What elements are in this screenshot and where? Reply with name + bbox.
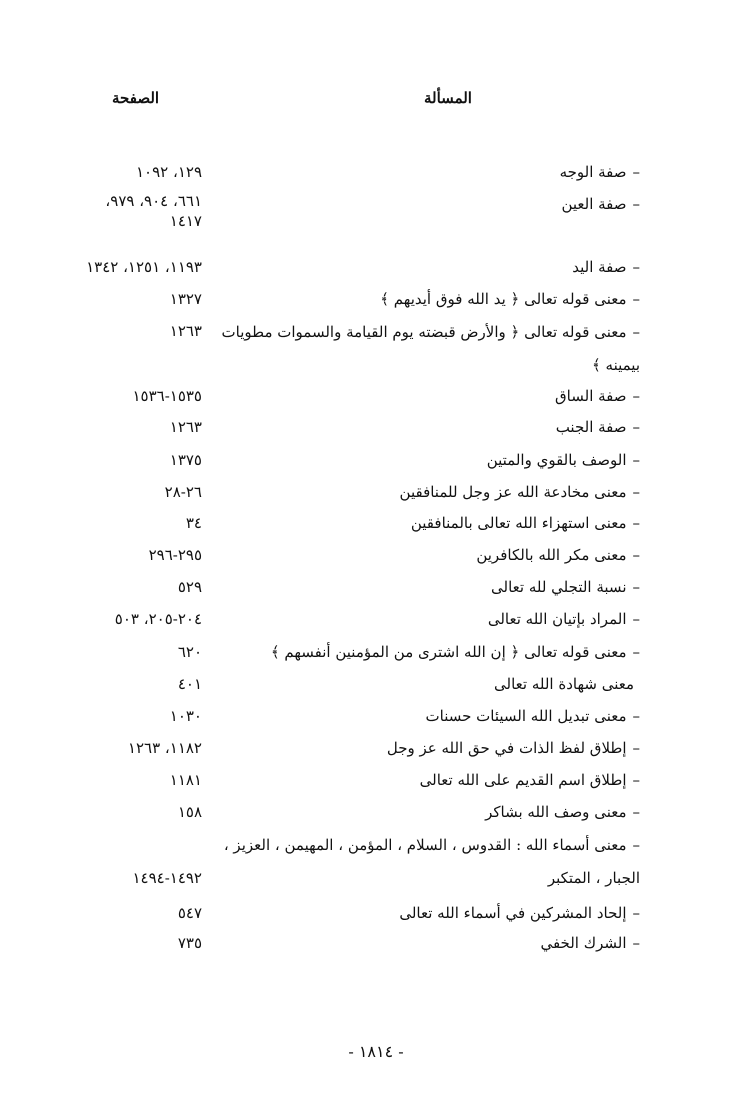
entry-topic: معنى شهادة الله تعالى [494,675,634,693]
entry-pages: ٢٩٥-٢٩٦ [148,546,202,564]
index-entry: –معنى استهزاء الله تعالى بالمنافقين ٣٤ [0,508,752,538]
index-entry: –صفة اليد ١١٩٣، ١٢٥١، ١٣٤٢ [0,252,752,282]
page-number: - ١٨١٤ - [348,1042,404,1061]
index-entry [0,669,752,699]
entry-pages: ١٢٩، ١٠٩٢ [135,163,202,181]
index-entry: –إلحاد المشركين في أسماء الله تعالى ٥٤٧ [0,898,752,928]
entry-topic: المراد بإتيان الله تعالى [487,610,627,628]
entry-topic: معنى قوله تعالى ﴿ والأرض قبضته يوم القيامة والسموات مطويات بيمينه ﴾ [221,323,640,374]
entry-topic: إطلاق لفظ الذات في حق الله عز وجل [386,739,627,757]
entry-topic: الوصف بالقوي والمتين [486,451,627,469]
index-entry: –معنى مكر الله بالكافرين ٢٩٥-٢٩٦ [0,540,752,570]
entry-topic: صفة العين [561,195,627,213]
entry-topic: صفة اليد [572,258,627,276]
entry-topic: معنى تبديل الله السيئات حسنات [425,707,627,725]
entry-pages: ١١٩٣، ١٢٥١، ١٣٤٢ [86,258,202,276]
index-entry: –صفة الوجه ١٢٩، ١٠٩٢ [0,157,752,187]
entry-pages: ١٢٦٣ [169,418,202,436]
entry-topic: إطلاق اسم القديم على الله تعالى [419,771,627,789]
index-entry: –معنى أسماء الله : القدوس ، السلام ، المؤمن ، المهيمن ، العزيز ، الجبار ، المتكبر ١٤٩٢-١٤٩٤ [0,829,752,893]
entry-pages: ١٥٨ [177,803,202,821]
index-entry: –نسبة التجلي لله تعالى ٥٢٩ [0,572,752,602]
entry-pages: ٦٦١، ٩٠٤، ٩٧٩، ١٤١٧ [105,192,202,230]
entry-pages: ١٠٣٠ [169,707,202,725]
entry-pages: ١٣٢٧ [169,290,202,308]
entry-pages: ٢٠٤-٢٠٥، ٥٠٣ [114,610,202,628]
entry-topic: نسبة التجلي لله تعالى [491,578,627,596]
entry-pages: ١٥٣٥-١٥٣٦ [132,387,202,405]
entry-pages: ٥٤٧ [177,904,202,922]
index-entry: –معنى وصف الله بشاكر ١٥٨ [0,797,752,827]
entry-pages: ٦٢٠ [177,643,202,661]
entry-pages: ١٤٩٢-١٤٩٤ [132,869,202,887]
index-entry: –صفة الساق ١٥٣٥-١٥٣٦ [0,381,752,411]
index-entry: –الشرك الخفي ٧٣٥ [0,928,752,958]
entry-topic: معنى قوله تعالى ﴿ إن الله اشترى من المؤمنين أنفسهم ﴾ [270,643,627,661]
entry-topic: معنى مكر الله بالكافرين [476,546,627,564]
entry-topic: صفة الساق [555,387,627,405]
issue-column-header: المسألة [424,89,472,107]
entry-pages: ٧٣٥ [177,934,202,952]
index-entry: –صفة العين ٦٦١، ٩٠٤، ٩٧٩، ١٤١٧ [105,192,640,230]
entry-topic: معنى مخادعة الله عز وجل للمنافقين [399,483,627,501]
index-entry: –صفة الجنب ١٢٦٣ [0,412,752,442]
index-entry: –الوصف بالقوي والمتين ١٣٧٥ [0,445,752,475]
entry-pages: ٢٦-٢٨ [164,483,202,501]
index-entry: –المراد بإتيان الله تعالى ٢٠٤-٢٠٥، ٥٠٣ [0,604,752,634]
entry-pages: ٣٤ [185,514,202,532]
entry-pages: ١١٨١ [169,771,202,789]
entry-topic: الشرك الخفي [540,934,627,952]
index-entry: –معنى قوله تعالى ﴿ والأرض قبضته يوم القيامة والسموات مطويات بيمينه ﴾ ١٢٦٣ [0,316,752,380]
entry-topic: معنى قوله تعالى ﴿ يد الله فوق أيديهم ﴾ [380,290,627,308]
entry-topic: صفة الجنب [555,418,627,436]
index-entry: –معنى مخادعة الله عز وجل للمنافقين ٢٦-٢٨ [0,477,752,507]
index-entry: –معنى تبديل الله السيئات حسنات ١٠٣٠ [0,701,752,731]
entry-topic: صفة الوجه [559,163,627,181]
index-entry: –معنى قوله تعالى ﴿ إن الله اشترى من المؤمنين أنفسهم ﴾ ٦٢٠ [0,637,752,667]
entry-pages: ١١٨٢، ١٢٦٣ [127,739,202,757]
page-column-header: الصفحة [112,89,160,107]
entry-pages: ١٢٦٣ [169,322,202,340]
index-entry: –إطلاق اسم القديم على الله تعالى ١١٨١ [0,765,752,795]
entry-pages: ٤٠١ [177,675,202,693]
index-entry: –معنى قوله تعالى ﴿ يد الله فوق أيديهم ﴾ ١٣٢٧ [0,284,752,314]
entry-topic: معنى أسماء الله : القدوس ، السلام ، المؤمن ، المهيمن ، العزيز ، الجبار ، المتكبر [223,836,640,887]
entry-topic: معنى استهزاء الله تعالى بالمنافقين [410,514,627,532]
entry-pages: ٥٢٩ [177,578,202,596]
entry-topic: إلحاد المشركين في أسماء الله تعالى [399,904,627,922]
entry-pages: ١٣٧٥ [169,451,202,469]
index-entry: –إطلاق لفظ الذات في حق الله عز وجل ١١٨٢، ١٢٦٣ [0,733,752,763]
entry-topic: معنى وصف الله بشاكر [485,803,627,821]
